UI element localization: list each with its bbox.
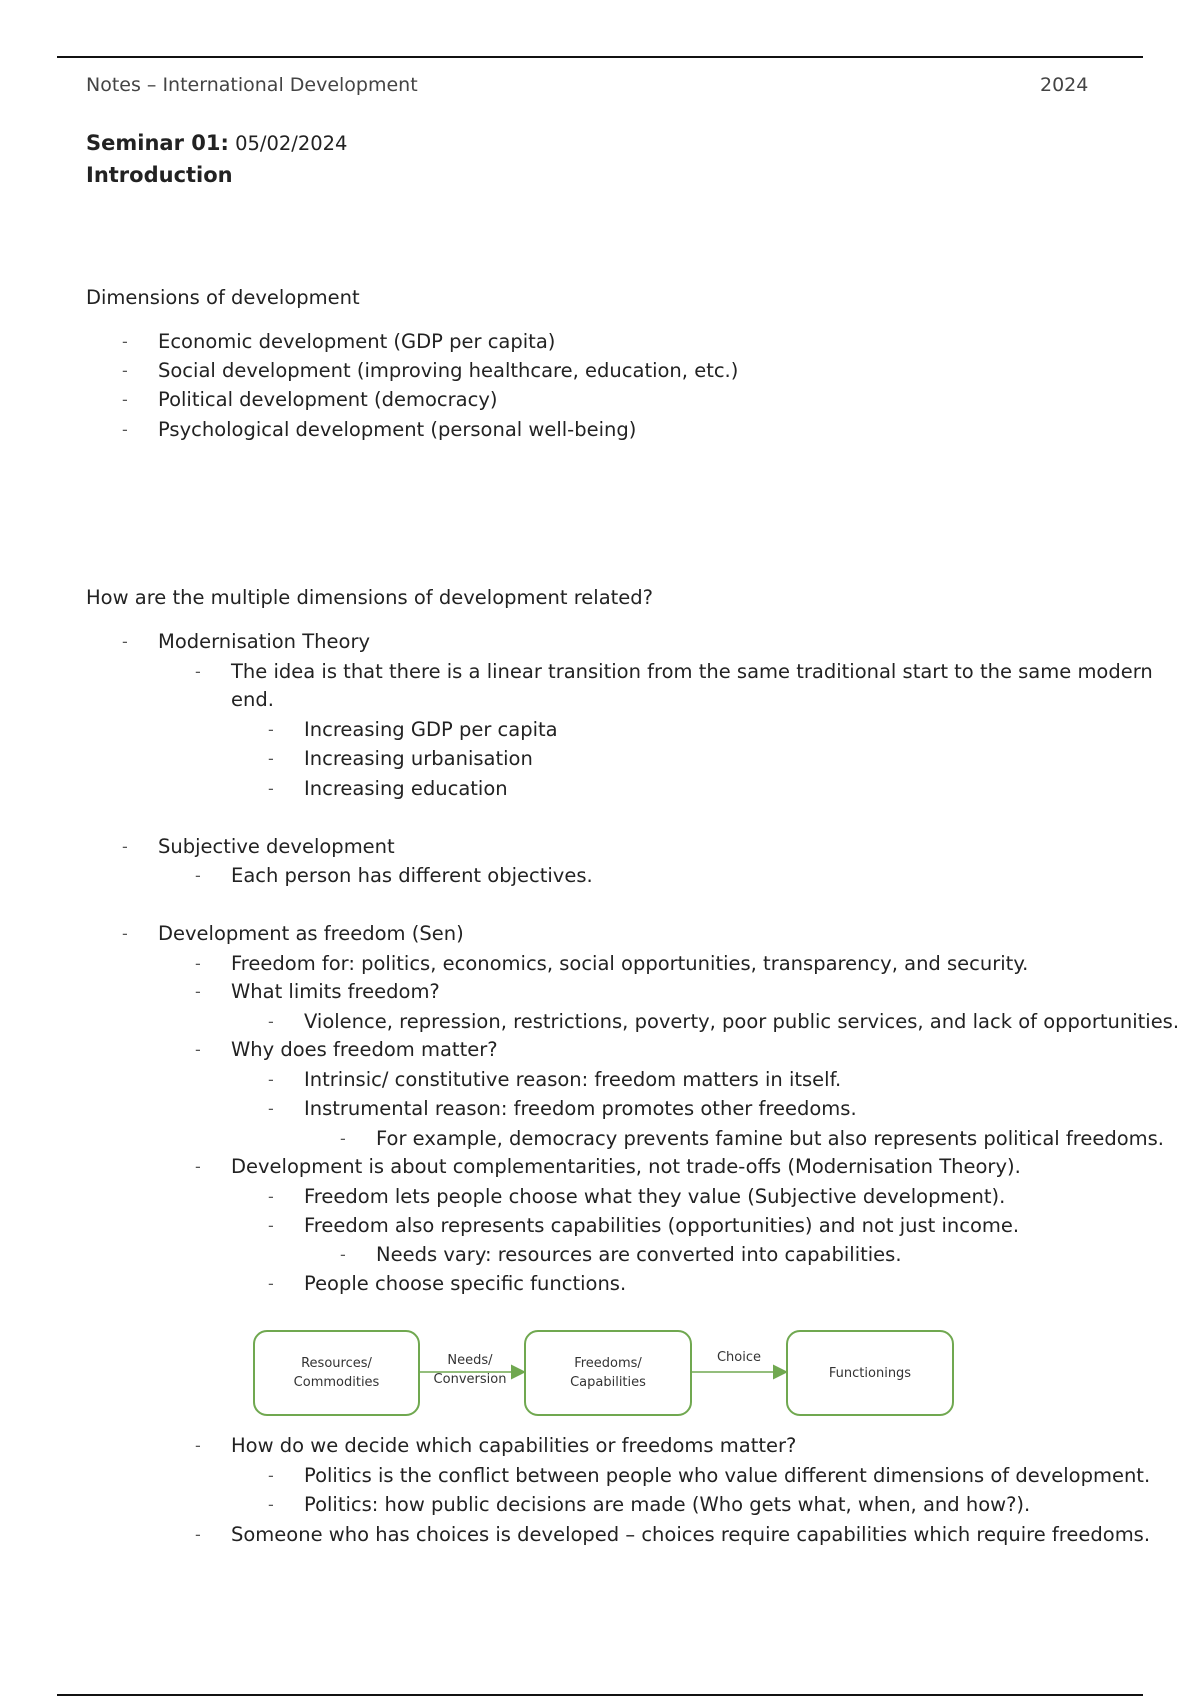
list-item: Freedom lets people choose what they value (Subjective development).	[304, 1185, 1006, 1208]
bullet-dash: -	[195, 1525, 201, 1544]
bullet-dash: -	[268, 1495, 274, 1514]
flow-box-resources-line1: Resources/	[301, 1356, 372, 1371]
flow-box-resources	[253, 1330, 420, 1416]
flow-label-conversion	[420, 1351, 520, 1389]
bullet-dash: -	[195, 662, 201, 681]
flow-box-resources-line2: Commodities	[293, 1375, 380, 1390]
bullet-dash: -	[122, 361, 128, 380]
bullet-dash: -	[195, 866, 201, 885]
list-item: Development is about complementarities, not trade-offs (Modernisation Theory).	[231, 1155, 1021, 1178]
list-item: For example, democracy prevents famine but also represents political freedoms.	[376, 1127, 1164, 1150]
bullet-dash: -	[122, 390, 128, 409]
list-item: People choose specific functions.	[304, 1272, 627, 1295]
list-item: Intrinsic/ constitutive reason: freedom matters in itself.	[304, 1068, 842, 1091]
bullet-dash: -	[122, 837, 128, 856]
bullet-dash: -	[268, 1274, 274, 1293]
dimensions-heading: Dimensions of development	[86, 286, 360, 309]
bullet-dash: -	[268, 1187, 274, 1206]
bullet-dash: -	[195, 982, 201, 1001]
flow-box-freedoms-line2: Capabilities	[570, 1375, 646, 1390]
bullet-dash: -	[195, 1436, 201, 1455]
list-item: Increasing GDP per capita	[304, 718, 558, 741]
list-item: Increasing education	[304, 777, 508, 800]
header-title: Notes – International Development	[86, 74, 418, 96]
list-item: Why does freedom matter?	[231, 1038, 498, 1061]
bullet-dash: -	[268, 1216, 274, 1235]
list-item: Instrumental reason: freedom promotes other freedoms.	[304, 1097, 857, 1120]
seminar-label: Seminar 01:	[86, 131, 229, 155]
list-item: Politics: how public decisions are made (Who gets what, when, and how?).	[304, 1493, 1031, 1516]
list-item: Needs vary: resources are converted into capabilities.	[376, 1243, 902, 1266]
sen-title: Development as freedom (Sen)	[158, 922, 464, 945]
list-item: Psychological development (personal well-being)	[158, 418, 637, 441]
bullet-dash: -	[268, 1070, 274, 1089]
bullet-dash: -	[268, 1099, 274, 1118]
list-item: Economic development (GDP per capita)	[158, 330, 556, 353]
bullet-dash: -	[195, 1040, 201, 1059]
bottom-rule	[57, 1694, 1143, 1696]
list-item: How do we decide which capabilities or freedoms matter?	[231, 1434, 797, 1457]
list-item: Freedom also represents capabilities (opportunities) and not just income.	[304, 1214, 1020, 1237]
list-item: Social development (improving healthcare, education, etc.)	[158, 359, 739, 382]
flow-box-freedoms-line1: Freedoms/	[574, 1356, 642, 1371]
modernisation-title: Modernisation Theory	[158, 630, 370, 653]
bullet-dash: -	[122, 332, 128, 351]
bullet-dash: -	[340, 1245, 346, 1264]
list-item: Each person has different objectives.	[231, 864, 593, 887]
bullet-dash: -	[268, 720, 274, 739]
modernisation-idea-cont: end.	[231, 688, 274, 711]
flow-box-functionings-label: Functionings	[828, 1365, 912, 1381]
bullet-dash: -	[268, 779, 274, 798]
flow-label-conversion-line2: Conversion	[433, 1372, 507, 1387]
bullet-dash: -	[268, 1466, 274, 1485]
flow-label-conversion-line1: Needs/	[447, 1353, 493, 1368]
flow-box-freedoms	[524, 1330, 692, 1416]
relations-heading: How are the multiple dimensions of development related?	[86, 586, 654, 609]
flow-box-functionings	[786, 1330, 954, 1416]
list-item: Violence, repression, restrictions, poverty, poor public services, and lack of opportunities.	[304, 1010, 1180, 1033]
seminar-date: 05/02/2024	[235, 132, 348, 155]
list-item: Increasing urbanisation	[304, 747, 533, 770]
list-item: What limits freedom?	[231, 980, 440, 1003]
subjective-title: Subjective development	[158, 835, 395, 858]
list-item: Freedom for: politics, economics, social opportunities, transparency, and security.	[231, 952, 1029, 975]
bullet-dash: -	[268, 749, 274, 768]
modernisation-idea: The idea is that there is a linear transition from the same traditional start to the same modern	[231, 660, 1153, 683]
bullet-dash: -	[122, 632, 128, 651]
header-year: 2024	[1040, 74, 1089, 96]
bullet-dash: -	[195, 954, 201, 973]
list-item: Someone who has choices is developed – choices require capabilities which require freedoms.	[231, 1523, 1151, 1546]
bullet-dash: -	[195, 1157, 201, 1176]
list-item: Politics is the conflict between people who value different dimensions of development.	[304, 1464, 1151, 1487]
flow-label-choice: Choice	[716, 1350, 762, 1365]
bullet-dash: -	[122, 420, 128, 439]
seminar-topic: Introduction	[86, 163, 233, 187]
list-item: Political development (democracy)	[158, 388, 498, 411]
bullet-dash: -	[268, 1012, 274, 1031]
bullet-dash: -	[340, 1129, 346, 1148]
bullet-dash: -	[122, 924, 128, 943]
